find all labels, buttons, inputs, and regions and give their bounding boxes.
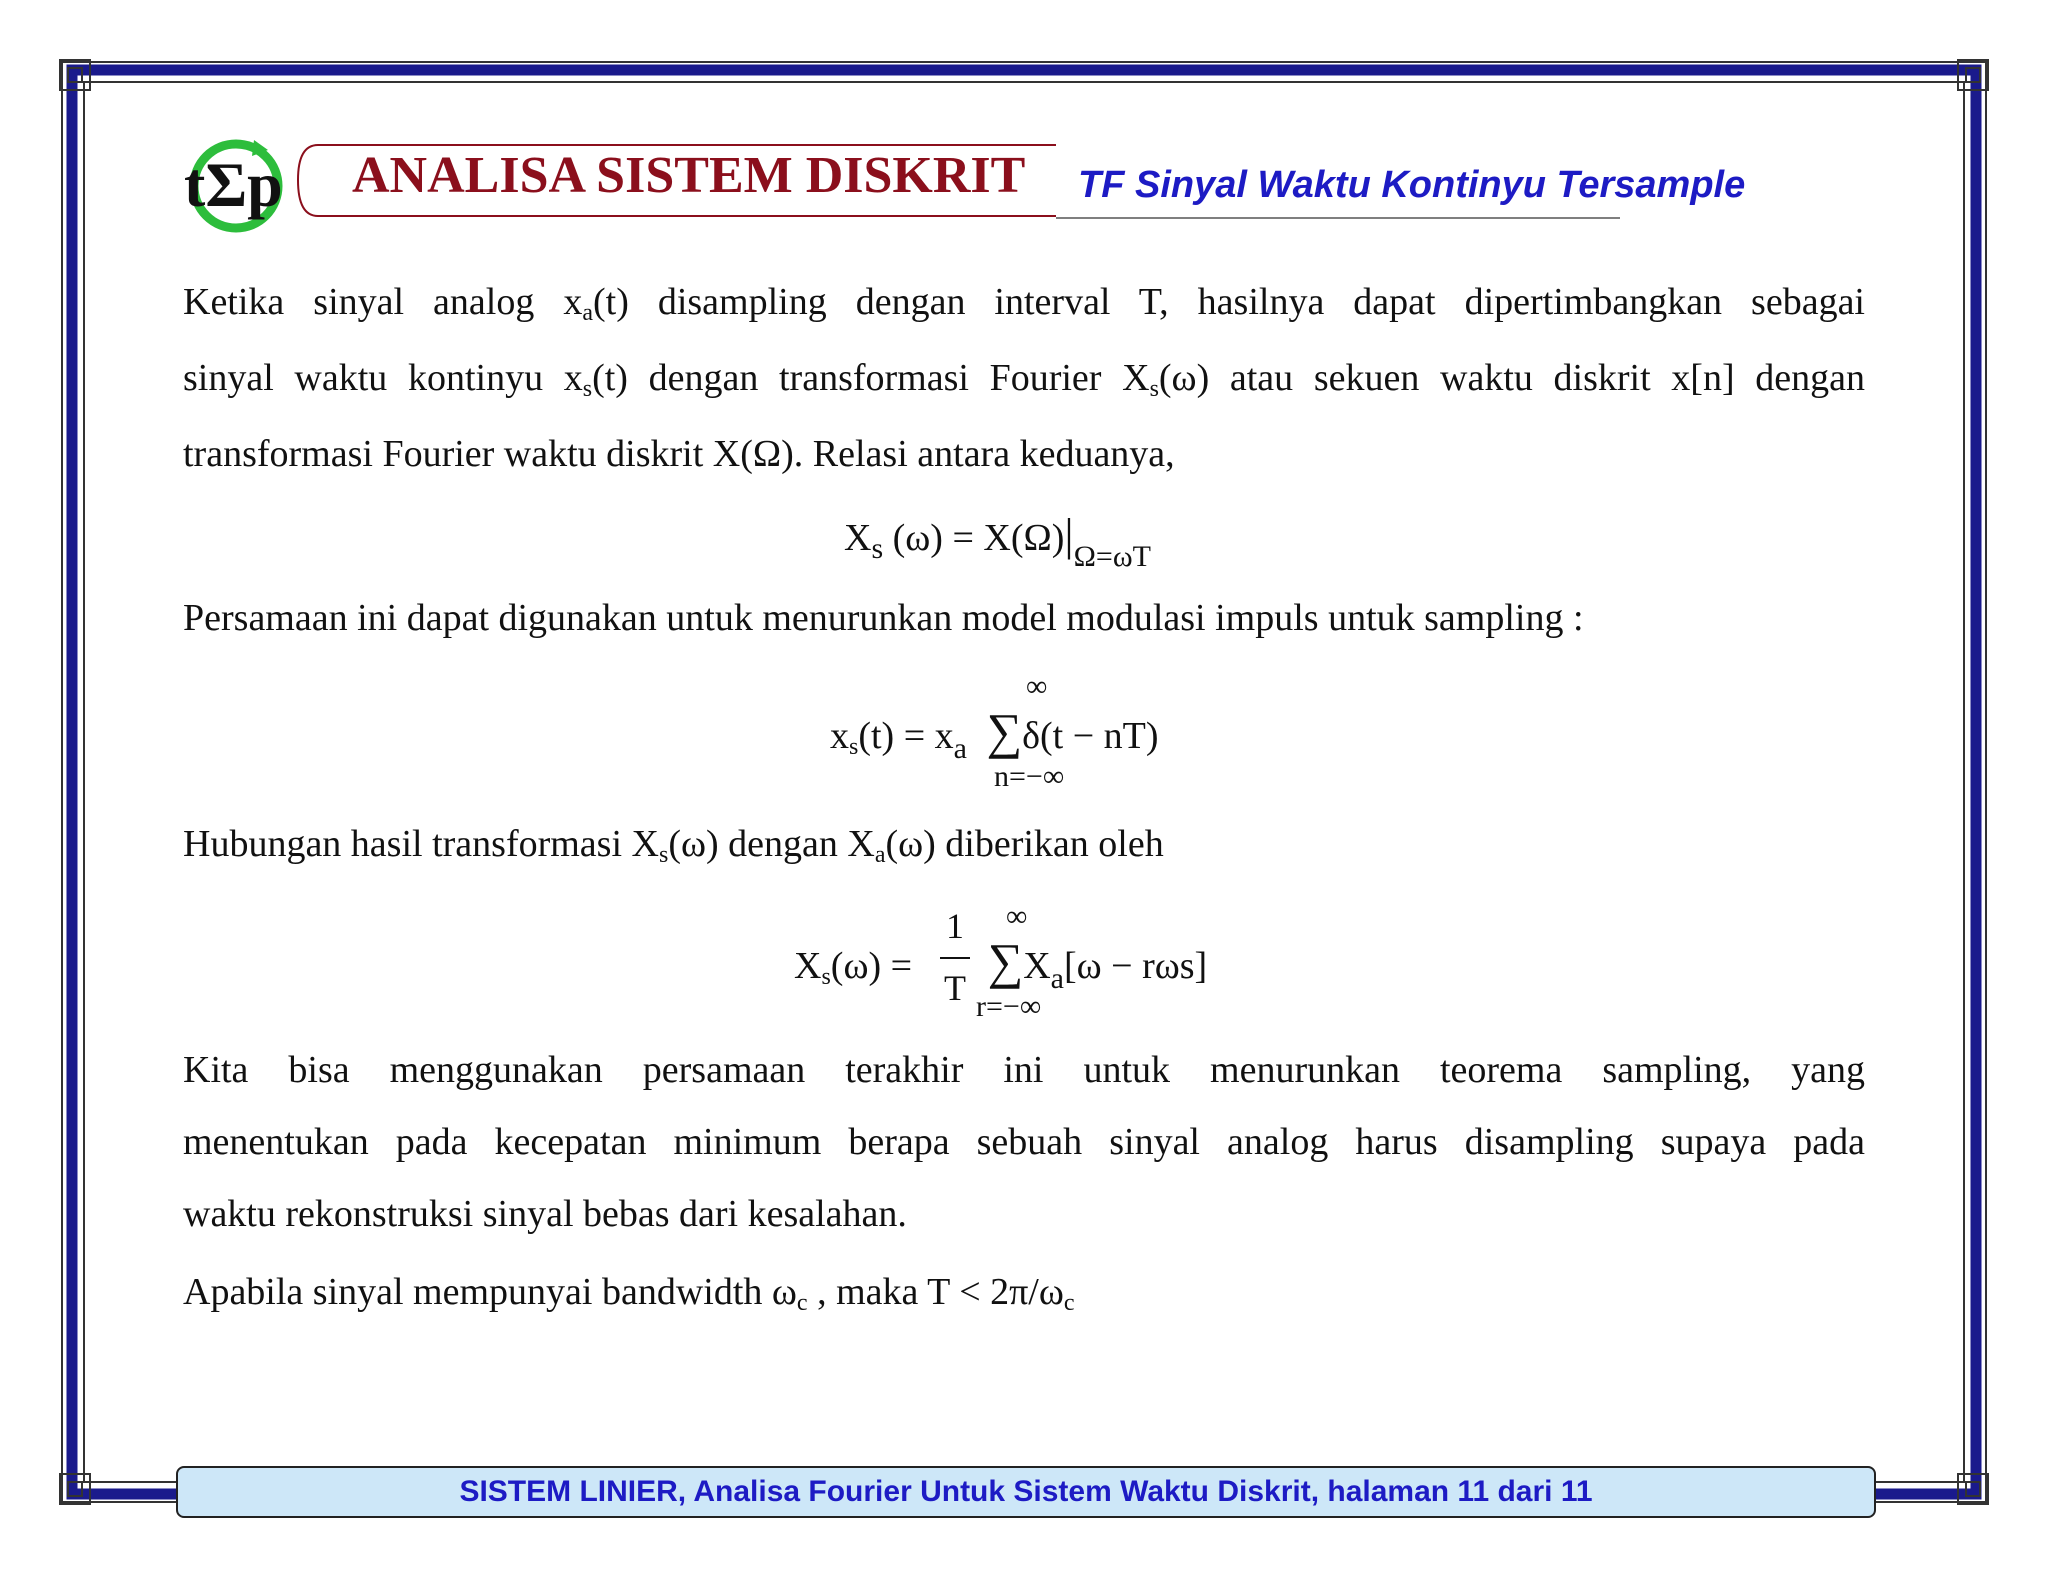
tep-logo [178, 130, 288, 239]
paragraph-bandwidth: Apabila sinyal mempunyai bandwidth ωc , maka T < 2π/ωc [183, 1271, 1075, 1316]
intro-line-1: Ketika sinyal analog xa(t) disampling dengan interval T, hasilnya dapat dipertimbangkan sebagai [183, 281, 1865, 326]
intro-line-3: transformasi Fourier waktu diskrit X(Ω). Relasi antara keduanya, [183, 433, 1175, 475]
logo-icon [178, 130, 288, 234]
equation-2: $xs(t) = x_a$ ∑δ(t − nT) ∞ n=−∞ [830, 670, 1159, 793]
equation-1: $X_s$ $(\omega) = X(\Omega)|_{\Omega=\omega T}$ [844, 509, 1151, 573]
paragraph-relation: Hubungan hasil transformasi Xs(ω) dengan Xa(ω) diberikan oleh [183, 823, 1164, 868]
page-title: ANALISA SISTEM DISKRIT [352, 147, 1026, 204]
paragraph-sampling-theorem: Kita bisa menggunakan persamaan terakhir ini untuk menurunkan teorema sampling, yang menentukan pada kecepatan minimum berapa sebuah sinyal analog harus disampling supaya pada waktu rekonstruksi sinyal bebas dari kesalahan. [183, 1049, 1865, 1235]
logo-text: tΣp [184, 149, 283, 220]
paragraph-impulse-model: Persamaan ini dapat digunakan untuk menurunkan model modulasi impuls untuk sampling : [183, 597, 1584, 639]
paragraph-intro [183, 264, 1865, 492]
footer-bar: SISTEM LINIER, Analisa Fourier Untuk Sistem Waktu Diskrit, halaman 11 dari 11 [176, 1466, 1876, 1518]
page-subtitle: TF Sinyal Waktu Kontinyu Tersample [1078, 164, 1746, 206]
equation-3: Xs(ω) = 1 T $\sum X_a[\omega - r\omega s]$ ∞ r=−∞ [794, 900, 1208, 1023]
intro-line-2: sinyal waktu kontinyu xs(t) dengan transformasi Fourier Xs(ω) atau sekuen waktu diskrit x[n] dengan [183, 357, 1865, 402]
